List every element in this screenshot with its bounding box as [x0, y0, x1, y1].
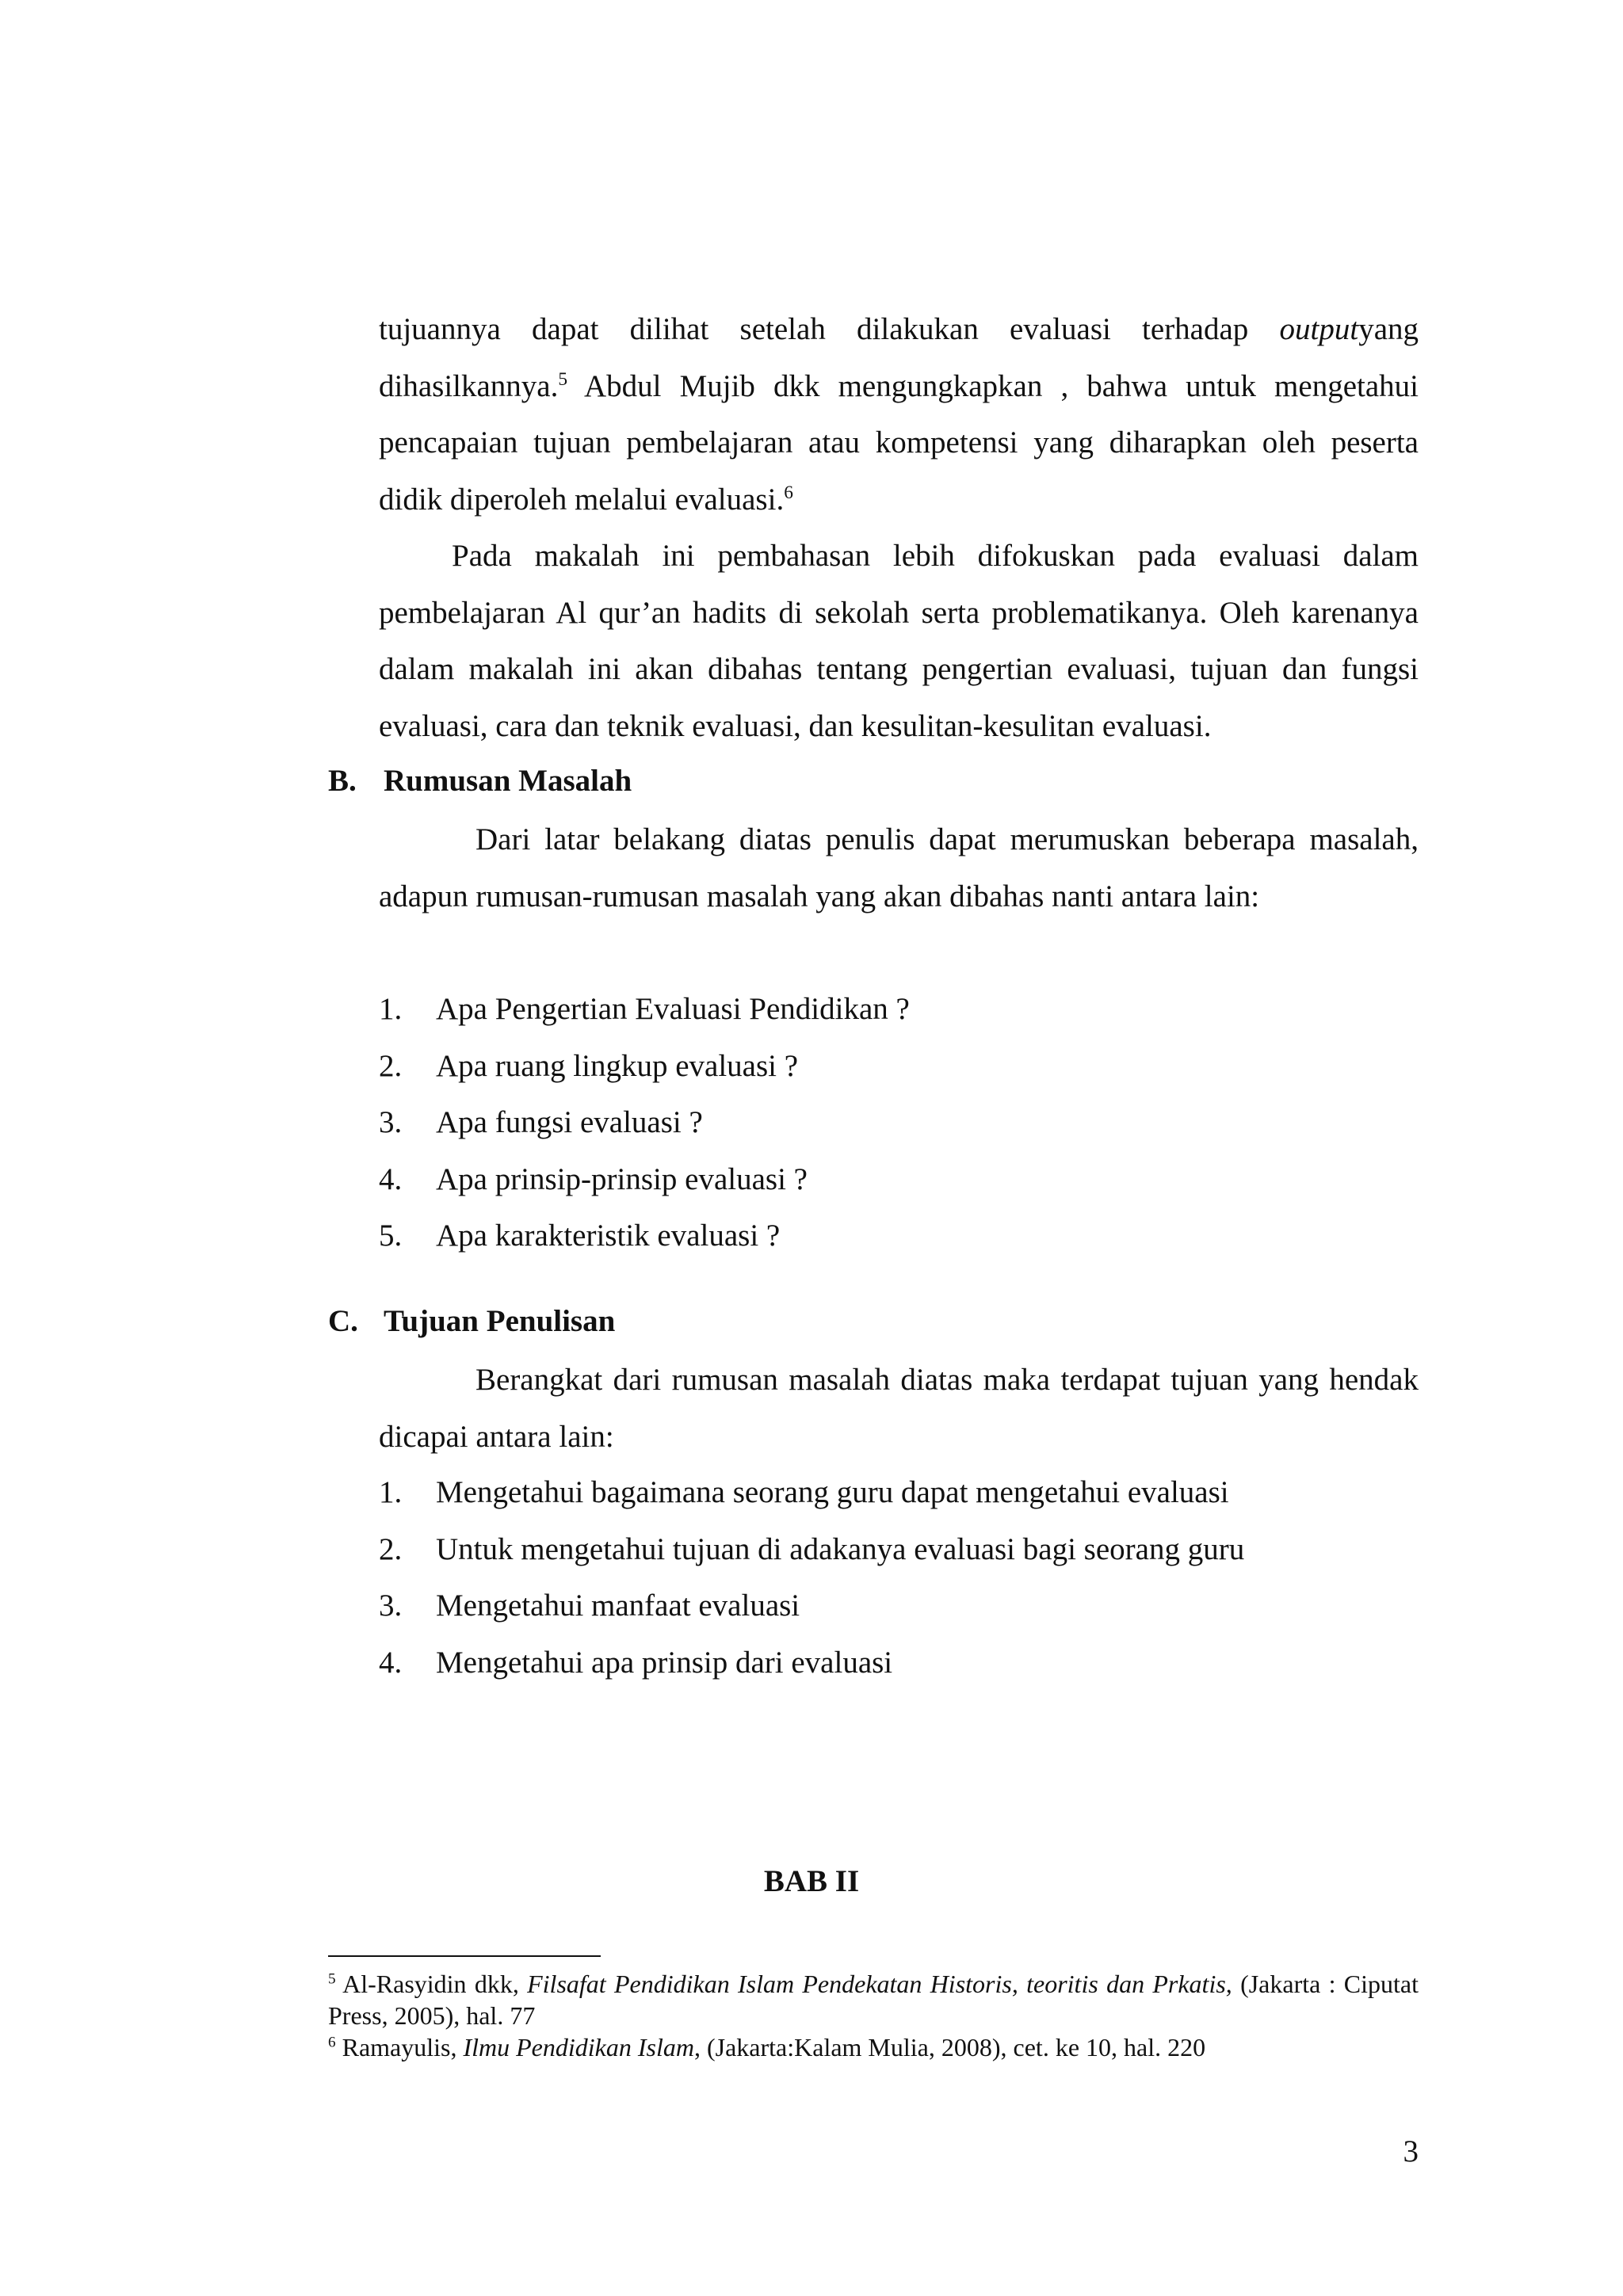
footnotes — [328, 1968, 1419, 2063]
list-item-text: Mengetahui bagaimana seorang guru dapat mengetahui evaluasi — [436, 1475, 1229, 1509]
footnote-6-publication: , (Jakarta:Kalam Mulia, 2008), cet. ke 10, hal. 220 — [693, 2033, 1206, 2061]
list-item — [379, 981, 910, 1038]
list-item-text: Apa Pengertian Evaluasi Pendidikan ? — [436, 992, 910, 1026]
section-b-letter: B. — [328, 764, 357, 798]
list-item — [379, 1464, 1244, 1521]
list-item — [379, 1577, 1244, 1634]
list-item-text: Apa karakteristik evaluasi ? — [436, 1219, 781, 1253]
page-number: 3 — [1403, 2134, 1419, 2168]
list-item-number: 4. — [379, 1645, 403, 1680]
footnote-separator — [328, 1955, 601, 1957]
list-item-text: Apa prinsip-prinsip evaluasi ? — [436, 1161, 808, 1196]
list-item-text: Apa fungsi evaluasi ? — [436, 1105, 703, 1139]
list-item — [379, 1094, 910, 1151]
intro-p1-italic-output: output — [1279, 312, 1359, 346]
footnote-number-5: 5 — [328, 1970, 336, 1988]
intro-paragraph-1 — [379, 301, 1419, 754]
list-item-number: 4. — [379, 1161, 403, 1196]
intro-p1-part-c: Abdul Mujib dkk mengungkapkan , bahwa untuk mengetahui pencapaian tujuan pembelajaran atau kompetensi yang diharapkan oleh peserta didik diperoleh melalui evaluasi. — [379, 368, 1419, 517]
intro-p1-part-b: yang dihasilkannya. — [379, 312, 1419, 403]
footnote-ref-6[interactable]: 6 — [784, 482, 793, 503]
list-item-number: 2. — [379, 1531, 403, 1566]
footnote-6-title: Ilmu Pendidikan Islam — [463, 2033, 694, 2061]
footnote-5-author: Al-Rasyidin dkk, — [335, 1970, 528, 1998]
list-item-number: 5. — [379, 1219, 403, 1253]
section-b-heading — [328, 757, 632, 805]
list-item-number: 2. — [379, 1048, 403, 1083]
list-item-number: 1. — [379, 992, 403, 1026]
list-item-text: Mengetahui apa prinsip dari evaluasi — [436, 1645, 893, 1680]
list-item — [379, 1151, 910, 1208]
footnote-5 — [328, 1968, 1419, 2031]
list-item — [379, 1038, 910, 1095]
list-item — [379, 1521, 1244, 1578]
intro-paragraph-2: Pada makalah ini pembahasan lebih difokuskan pada evaluasi dalam pembelajaran Al qur’an hadits di sekolah serta problematikanya. Oleh karenanya dalam makalah ini akan dibahas tentang pengertian evaluasi, tujuan dan fungsi evaluasi, cara dan teknik evaluasi, dan kesulitan-kesulitan evaluasi. — [379, 539, 1419, 743]
footnote-5-publication: (Jakarta : Ciputat Press, 2005), hal. 77 — [328, 1970, 1419, 2030]
chapter-heading: BAB II — [763, 1864, 860, 1898]
footnote-6-author: Ramayulis, — [335, 2033, 464, 2061]
list-item-text: Untuk mengetahui tujuan di adakanya evaluasi bagi seorang guru — [436, 1531, 1245, 1566]
footnote-5-title: Filsafat Pendidikan Islam Pendekatan Historis, teoritis dan Prkatis, — [527, 1970, 1232, 1998]
list-item-text: Apa ruang lingkup evaluasi ? — [436, 1048, 799, 1083]
list-item-number: 1. — [379, 1475, 403, 1509]
section-b-title: Rumusan Masalah — [384, 764, 632, 798]
section-c-paragraph-block — [379, 1352, 1419, 1465]
footnote-6 — [328, 2031, 1419, 2063]
intro-p1-text — [379, 301, 1419, 528]
footnote-number-6: 6 — [328, 2034, 336, 2051]
list-item — [379, 1207, 910, 1264]
section-b-paragraph: Dari latar belakang diatas penulis dapat merumuskan beberapa masalah, adapun rumusan-rumusan masalah yang akan dibahas nanti antara lain: — [379, 822, 1419, 913]
intro-p1-part-a: tujuannya dapat dilihat setelah dilakukan evaluasi terhadap — [379, 312, 1280, 346]
section-c-letter: C. — [328, 1304, 358, 1338]
list-item-text: Mengetahui manfaat evaluasi — [436, 1589, 800, 1623]
section-b-list — [379, 981, 910, 1264]
section-c-heading — [328, 1298, 615, 1345]
section-c-list — [379, 1464, 1244, 1691]
footnote-ref-5[interactable]: 5 — [558, 368, 568, 390]
list-item-number: 3. — [379, 1589, 403, 1623]
list-item — [379, 1634, 1244, 1691]
section-c-paragraph: Berangkat dari rumusan masalah diatas maka terdapat tujuan yang hendak dicapai antara lain: — [379, 1363, 1419, 1454]
list-item-number: 3. — [379, 1105, 403, 1139]
section-c-title: Tujuan Penulisan — [384, 1304, 616, 1338]
section-b-paragraph-block — [379, 811, 1419, 925]
